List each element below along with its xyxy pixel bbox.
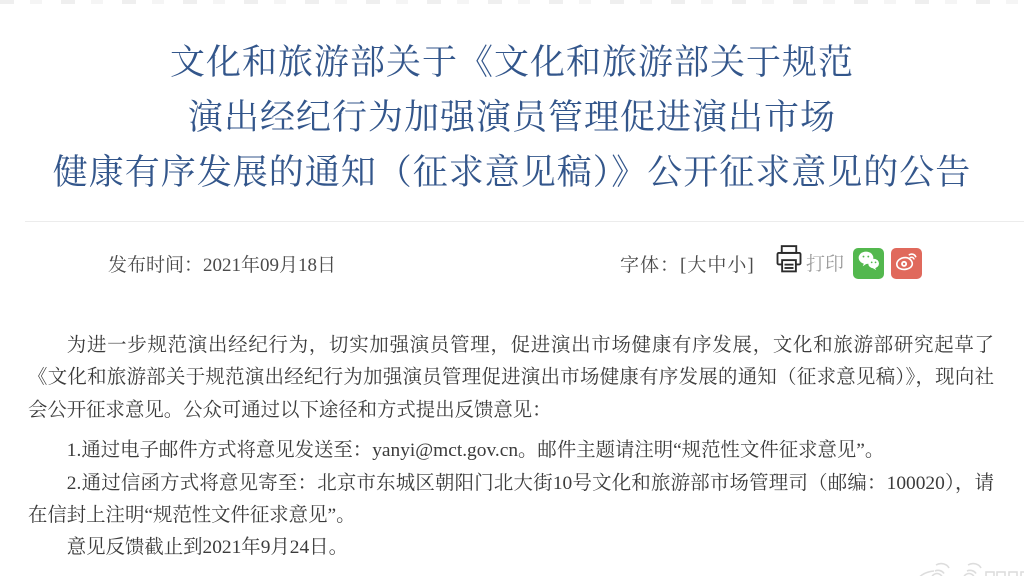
publish-date-value: 2021年09月18日 <box>203 255 337 276</box>
weibo-share-button[interactable] <box>891 248 922 279</box>
announcement-body <box>28 330 994 565</box>
page-title <box>0 35 1024 200</box>
title-divider <box>25 221 1024 222</box>
printer-icon <box>774 243 804 281</box>
font-size-bracket-close: ] <box>747 255 755 276</box>
font-size-medium[interactable]: 中 <box>707 255 728 276</box>
wechat-share-button[interactable] <box>853 248 884 279</box>
font-size-small[interactable]: 小 <box>727 255 748 276</box>
page-title-line-1: 文化和旅游部关于《文化和旅游部关于规范 <box>169 43 854 82</box>
cropped-top-text-artifact <box>0 0 1024 4</box>
body-paragraph-mail-address: 2.通过信函方式将意见寄至：北京市东城区朝阳门北大街10号文化和旅游部市场管理司（邮编：100020），请在信封上注明“规范性文件征求意见”。 <box>28 472 994 527</box>
body-paragraph-intro: 为进一步规范演出经纪行为，切实加强演员管理，促进演出市场健康有序发展，文化和旅游部研究起草了《文化和旅游部关于规范演出经纪行为加强演员管理促进演出市场健康有序发展的通知（征求意见稿）》，现向社会公开征求意见。公众可通过以下途径和方式提出反馈意见： <box>28 335 994 421</box>
font-size-label: 字体： <box>620 255 681 276</box>
font-size-bracket-open: [ <box>680 255 688 276</box>
page-title-line-2: 演出经纪行为加强演员管理促进演出市场 <box>187 98 836 137</box>
publish-date-label: 发布时间： <box>108 255 204 276</box>
font-size-large[interactable]: 大 <box>687 255 708 276</box>
print-label: 打印 <box>806 253 845 275</box>
print-button[interactable] <box>774 243 844 281</box>
publish-date <box>108 250 336 277</box>
page-title-line-3: 健康有序发展的通知（征求意见稿）》公开征求意见的公告 <box>52 153 972 192</box>
body-paragraph-deadline: 意见反馈截止到2021年9月24日。 <box>66 537 348 559</box>
body-paragraph-email: 1.通过电子邮件方式将意见发送至：yanyi@mct.gov.cn。邮件主题请注明“规范性文件征求意见”。 <box>66 440 885 462</box>
font-size-selector <box>620 250 755 277</box>
wechat-icon <box>855 247 882 280</box>
weibo-icon <box>893 247 920 280</box>
